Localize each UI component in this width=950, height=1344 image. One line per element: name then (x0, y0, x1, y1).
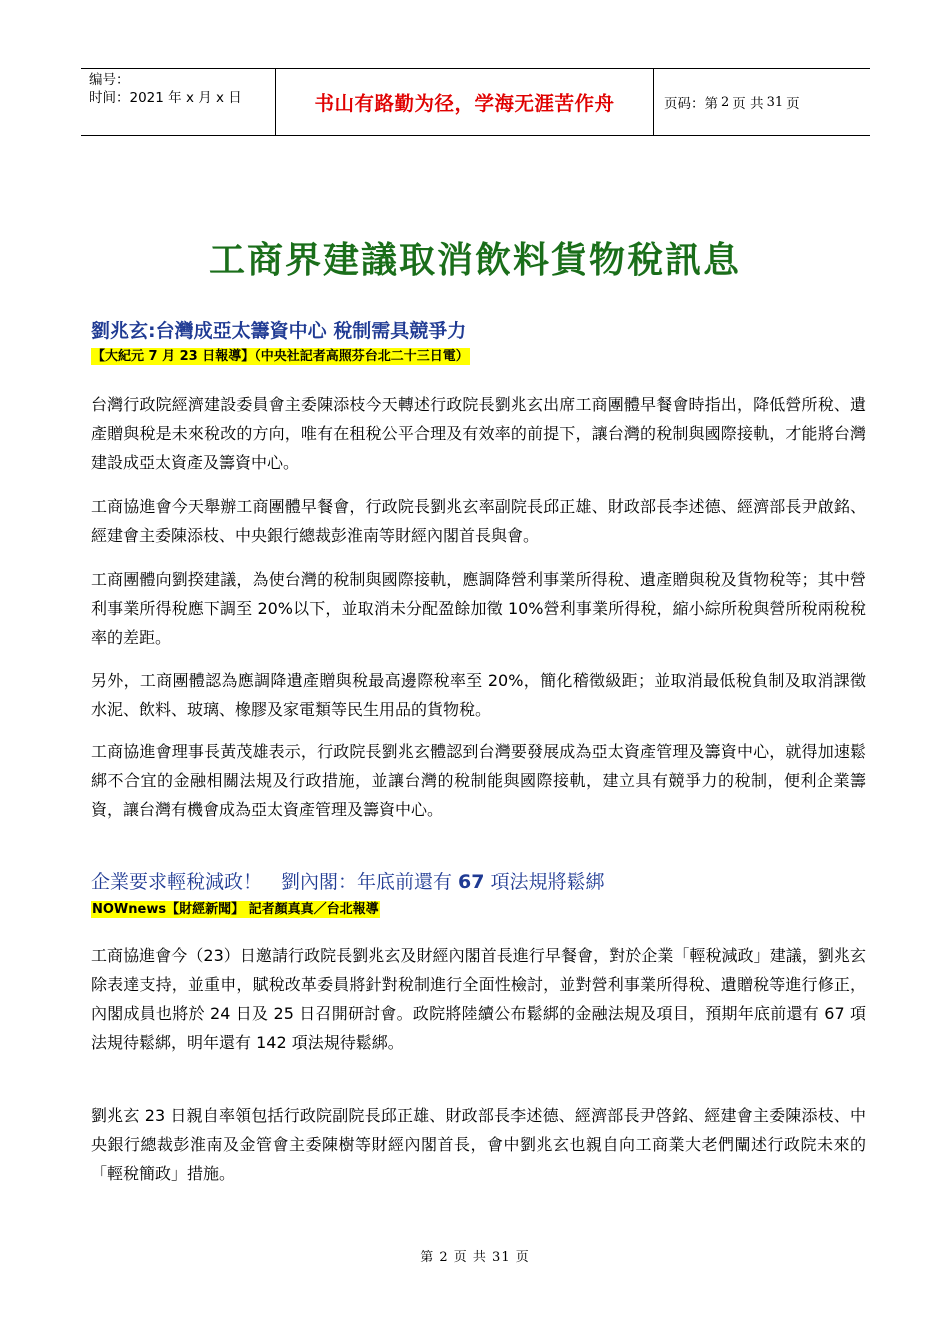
page-info-mid: 页 共 (732, 96, 764, 112)
article1-source: 【大紀元 7 月 23 日報導】（中央社記者高照芬台北二十三日電） (92, 349, 469, 364)
article1-headline: 劉兆玄:台灣成亞太籌資中心 稅制需具競爭力 (91, 320, 467, 342)
header-meta (81, 69, 276, 135)
article2-headline-a: 企業要求輕稅減政！ 劉內閣：年底前還有 (91, 871, 459, 893)
article1-paragraph-1: 台灣行政院經濟建設委員會主委陳添枝今天轉述行政院長劉兆玄出席工商團體早餐會時指出，降低營所稅、遺產贈與稅是未來稅改的方向，唯有在租稅公平合理及有效率的前提下，讓台灣的稅制與國際接軌，才能將台灣建設成亞太資產及籌資中心。 (91, 395, 866, 472)
page-footer: 第 2 页 共 31 页 (420, 1250, 530, 1265)
document-title: 工商界建議取消飲料貨物稅訊息 (208, 240, 741, 281)
article2-headline-b: 項法規將鬆綁 (484, 871, 605, 893)
article1-paragraph-4: 另外，工商團體認為應調降遺產贈與稅最高邊際稅率至 20%，簡化稽徵級距；並取消最低稅負制及取消課徵水泥、飲料、玻璃、橡膠及家電類等民生用品的貨物稅。 (91, 671, 866, 719)
article2-headline-number: 67 (458, 871, 485, 893)
page-total: 31 (766, 94, 784, 110)
time-label: 时间：2021 年 x 月 x 日 (89, 90, 242, 106)
page-number: 2 (721, 94, 730, 110)
article2-paragraph-1: 工商協進會今（23）日邀請行政院長劉兆玄及財經內閣首長進行早餐會，對於企業「輕稅減政」建議，劉兆玄除表達支持，並重申，賦稅改革委員將針對稅制進行全面性檢討，並對營利事業所得稅、遺贈稅等進行修正，內閣成員也將於 24 日及 25 日召開研討會。政院將陸續公布鬆綁的金融法規及項目，預期年底前還有 67 項法規待鬆綁，明年還有 142 項法規待鬆綁。 (91, 946, 866, 1052)
article2-headline (91, 867, 605, 894)
article2-source: NOWnews【財經新聞】 記者顏真真／台北報導 (92, 902, 379, 917)
article1-paragraph-5: 工商協進會理事長黃茂雄表示，行政院長劉兆玄體認到台灣要發展成為亞太資產管理及籌資中心，就得加速鬆綁不合宜的金融相關法規及行政措施，並讓台灣的稅制能與國際接軌，建立具有競爭力的稅制，便利企業籌資，讓台灣有機會成為亞太資產管理及籌資中心。 (91, 742, 866, 819)
code-label: 编号： (89, 72, 130, 88)
header-motto: 书山有路勤为径，学海无涯苦作舟 (276, 69, 654, 135)
page-info-prefix: 页码：第 (664, 96, 718, 112)
header-page-info (654, 69, 870, 135)
article1-paragraph-3: 工商團體向劉揆建議，為使台灣的稅制與國際接軌，應調降營利事業所得稅、遺產贈與稅及貨物稅等；其中營利事業所得稅應下調至 20%以下，並取消未分配盈餘加徵 10%營利事業所得稅，縮小綜所稅與營所稅兩稅稅率的差距。 (91, 570, 866, 647)
article2-paragraph-2: 劉兆玄 23 日親自率領包括行政院副院長邱正雄、財政部長李述德、經濟部長尹啓銘、經建會主委陳添枝、中央銀行總裁彭淮南及金管會主委陳樹等財經內閣首長，會中劉兆玄也親自向工商業大老們闡述行政院未來的「輕稅簡政」措施。 (91, 1106, 866, 1183)
document-header (81, 68, 870, 136)
page-info-suffix: 页 (786, 96, 800, 112)
article1-paragraph-2: 工商協進會今天舉辦工商團體早餐會，行政院長劉兆玄率副院長邱正雄、財政部長李述德、經濟部長尹啟銘、經建會主委陳添枝、中央銀行總裁彭淮南等財經內閣首長與會。 (91, 497, 866, 545)
